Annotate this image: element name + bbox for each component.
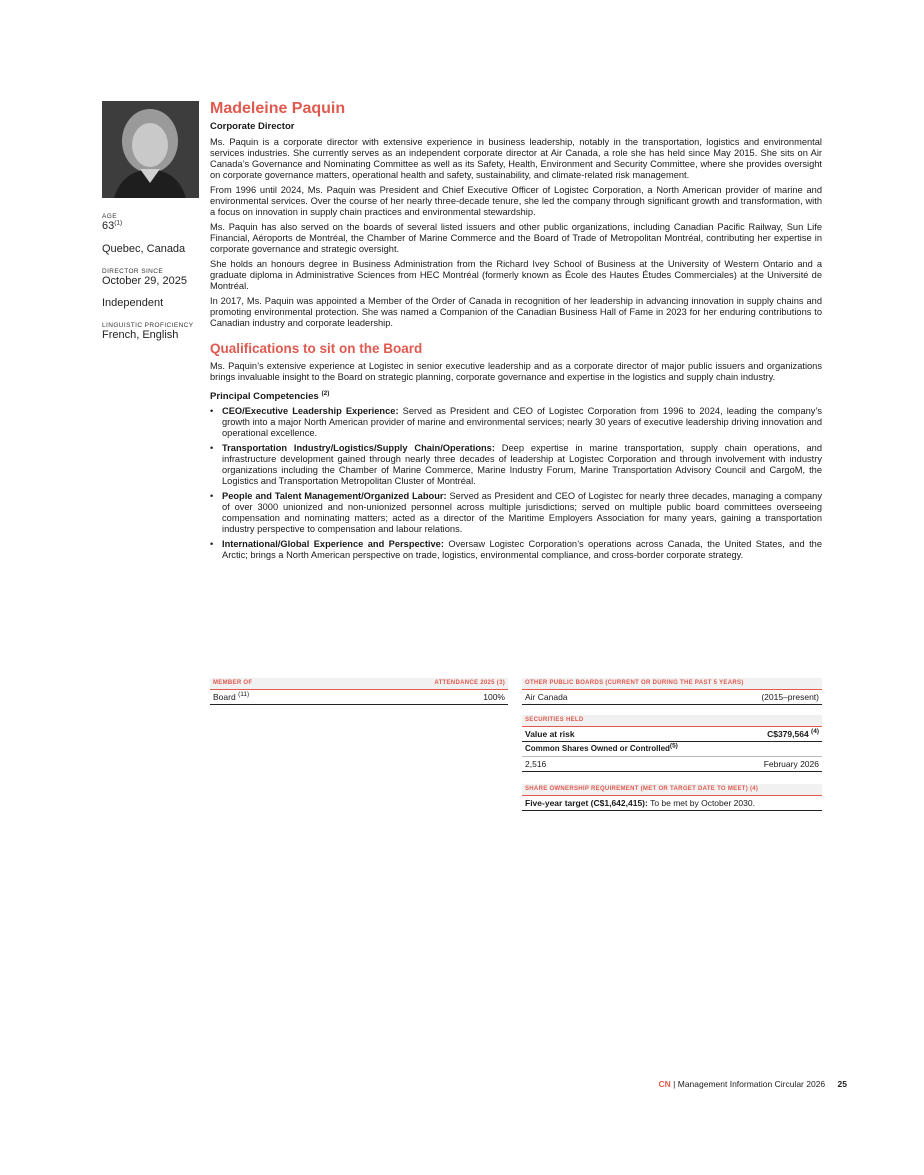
sidebar-director-since [102,268,202,288]
table-row: Value at risk C$379,564 $^{(4)}$ [522,727,822,742]
sidebar-age [102,213,202,233]
location: Quebec, Canada [102,243,186,255]
age-value: 63 [102,220,115,232]
competencies-heading: Principal Competencies $^{(2)}$ [210,389,330,402]
table-row: Board $^{(11)}$ 100% [210,690,508,705]
footer-separator: | [673,1079,676,1089]
competencies-list [210,406,822,561]
age-note: (1) [114,219,123,227]
list-item: • Transportation Industry/Logistics/Supply Chain/Operations: Deep expertise in marine transportation, supply chain operations, and infrastructure development gained through nearly three decades of leadership at Logistec Corporation and through involvement with industry organizations including the Chamber of Marine Commerce, Marine Industry Forum, Marine Transportation Advisory Council and CargoM, the Logistics and Transportation Metropolitan Cluster of Montréal. [210,443,822,487]
other-boards-header: OTHER PUBLIC BOARDS (CURRENT OR DURING THE PAST 5 YEARS) [522,678,822,690]
linguistic-value: French, English [102,329,179,341]
table-row: Five-year target (C$1,642,415): To be met by October 2030. [522,796,822,811]
director-since-label: DIRECTOR SINCE [102,268,164,275]
bio-paragraph: Ms. Paquin is a corporate director with extensive experience in business leadership, notably in the transportation, logistics and environmental services industries. She currently serves as an independent corporate director at Air Canada, a role she has held since May 2015. She sits on Air Canada’s Governance and Nominating Committee as well as its Safety, Health, Environment and Security Committee, where she provides oversight on corporate governance matters, operational health and safety, sustainability, and climate-related risk management. [210,137,822,180]
list-item: • CEO/Executive Leadership Experience: Served as President and CEO of Logistec Corporation from 1996 to 2024, leading the company’s growth into a major North American provider of marine and environmental services; nearly 30 years of executive leadership driving innovation and operational excellence. [210,406,822,439]
ownership-header: SHARE OWNERSHIP REQUIREMENT (MET OR TARGET DATE TO MEET) (4) [522,784,822,796]
bio-paragraph: In 2017, Ms. Paquin was appointed a Member of the Order of Canada in recognition of her leadership in advancing innovation in supply chains and promoting environmental protection. She was named a Companion of the Canadian Business Hall of Fame in 2023 for her enduring contributions to Canadian industry and corporate leadership. [210,296,822,328]
age-label: AGE [102,213,117,220]
qualifications-text: Ms. Paquin’s extensive experience at Logistec in senior executive leadership and as a corporate director of major public issuers and organizations brings invaluable insight to the Board on strategic planning, corporate governance and expertise in the logistics and supply chain industry. [210,361,822,382]
brand-label: CN [658,1079,671,1089]
linguistic-label: LINGUISTIC PROFICIENCY [102,322,194,329]
sidebar-linguistic [102,322,207,342]
membership-header: MEMBER OF ATTENDANCE 2025 (3) [210,678,508,690]
director-since-value: October 29, 2025 [102,275,188,287]
list-item: • People and Talent Management/Organized Labour: Served as President and CEO of Logistec for nearly three decades, managing a company of over 3000 unionized and non-unionized personnel across multiple jurisdictions; served on multiple public board committees overseeing compensation and nominating matters; acted as a director of the Maritime Employers Association for many years, gaining a transportation industry perspective to compensation and labour relations. [210,491,822,535]
biography [210,137,822,329]
bio-paragraph: She holds an honours degree in Business Administration from the Richard Ivey School of Business at the University of Western Ontario and a graduate diploma in Administrative Sciences from HEC Montréal (formerly known as École des Hautes Études Commerciales) at the Université de Montréal. [210,259,822,291]
table-row: Common Shares Owned or Controlled$^{(5)}$ [522,742,822,757]
membership-table [210,678,508,705]
ownership-table [522,784,822,811]
list-item: • International/Global Experience and Perspective: Oversaw Logistec Corporation’s operations across Canada, the United States, and the Arctic; brings a North American perspective on trade, logistics, environmental compliance, and cross-border corporate strategy. [210,539,822,561]
bio-paragraph: From 1996 until 2024, Ms. Paquin was President and Chief Executive Officer of Logistec Corporation, a North American provider of marine and environmental services. Over the course of her nearly three-decade tenure, she led the company through significant growth and transformation, with a focus on innovation in supply chain practices and environmental stewardship. [210,185,822,217]
securities-table [522,715,822,772]
table-row: Air Canada (2015–present) [522,690,822,705]
main-content [210,100,822,565]
director-name: Madeleine Paquin [210,100,346,117]
publication-title: Management Information Circular 2026 [677,1079,826,1089]
table-row: 2,516 February 2026 [522,757,822,772]
securities-header: SECURITIES HELD [522,715,822,727]
page-footer [658,1079,847,1089]
director-photo [102,101,199,198]
qualifications-heading: Qualifications to sit on the Board [210,341,423,356]
bio-paragraph: Ms. Paquin has also served on the boards of several listed issuers and other public organizations, including Canadian Pacific Railway, Sun Life Financial, Aéroports de Montréal, the Chamber of Marine Commerce and the Board of Trade of Metropolitan Montréal, contributing her expertise in corporate governance and strategic oversight. [210,222,822,254]
independence-status: Independent [102,297,164,309]
page-number: 25 [837,1079,847,1089]
director-title: Corporate Director [210,121,295,132]
other-boards-table [522,678,822,705]
